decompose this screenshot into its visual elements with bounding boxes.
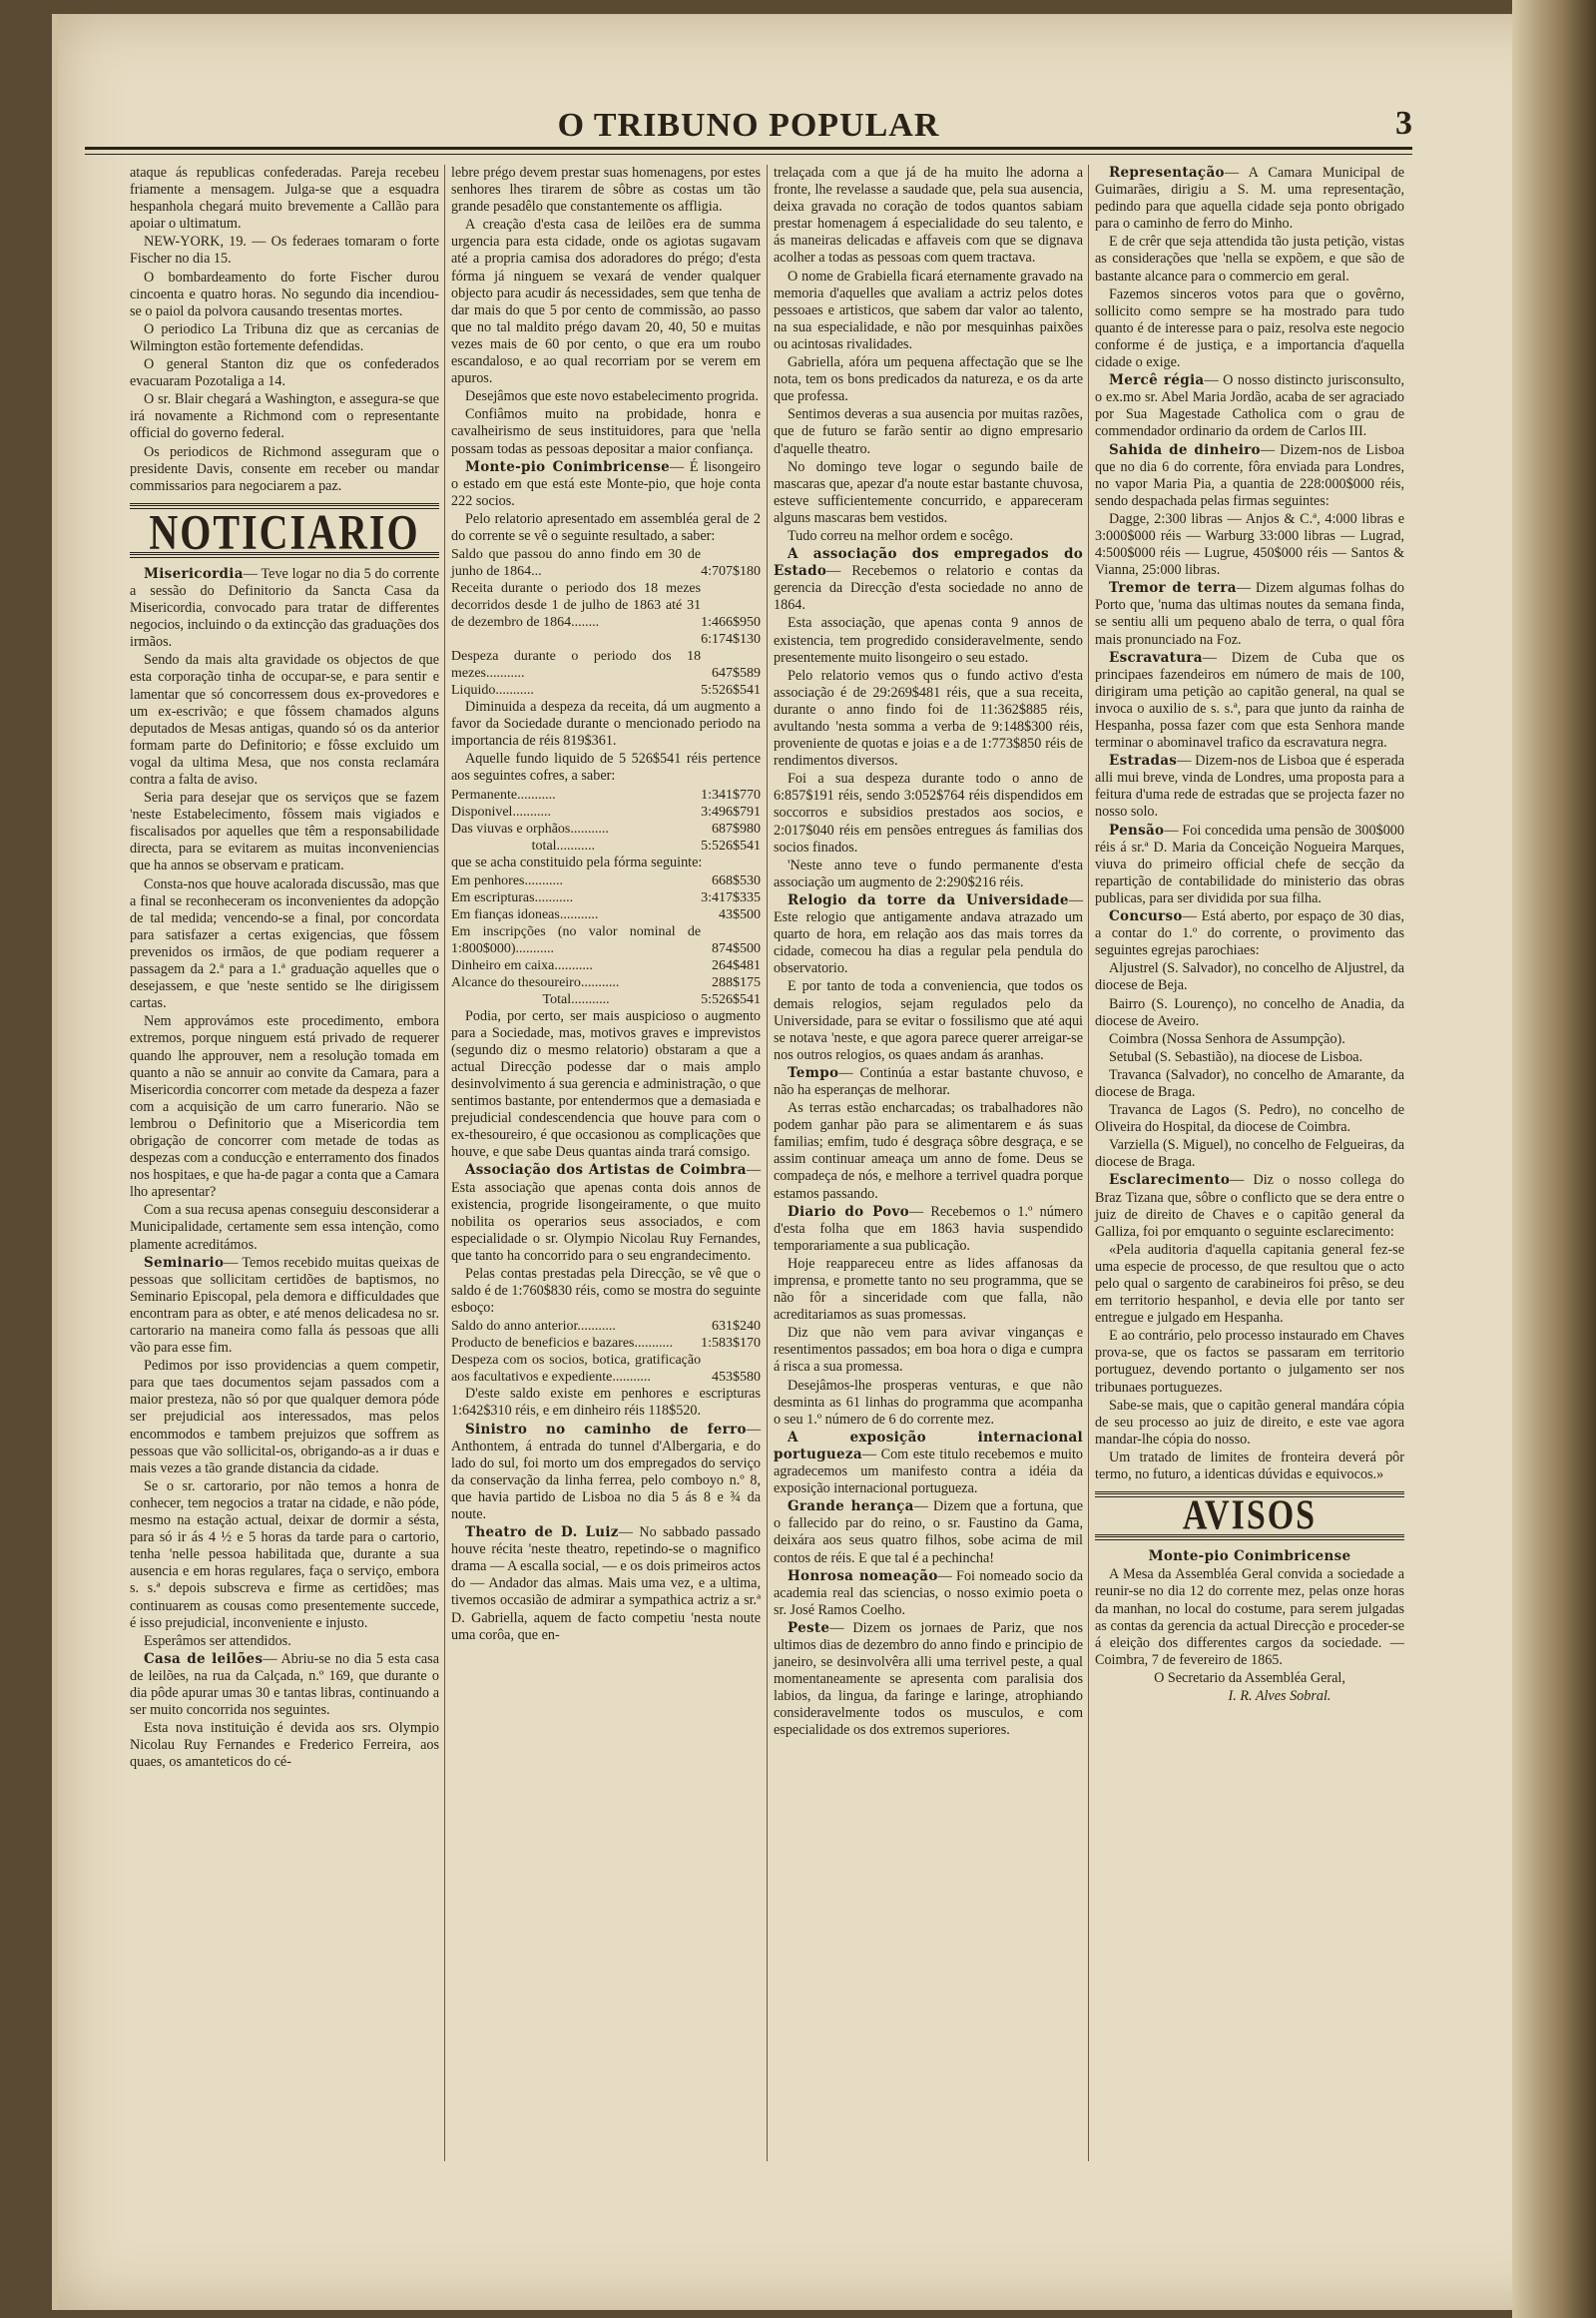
account-value: 3:496$791: [701, 804, 761, 820]
account-row: [451, 804, 761, 821]
news-item: [774, 1430, 1083, 1497]
rubric: Representação: [1109, 165, 1225, 181]
account-label: Liquido...........: [451, 683, 534, 699]
account-value: 5:526$541: [701, 991, 761, 1007]
parish-item: Bairro (S. Lourenço), no concelho de Anadia, da diocese de Aveiro.: [1095, 995, 1404, 1029]
account-label: Em fianças idoneas...........: [451, 906, 599, 922]
account-row: [451, 923, 761, 957]
paragraph: 'Neste anno teve o fundo permanente d'esta associação um augmento de 2:290$216 réis.: [774, 857, 1083, 890]
news-item: [130, 1255, 439, 1358]
account-row: [451, 631, 761, 648]
paragraph: Foi a sua despeza durante todo o anno de 6:857$191 réis, sendo 3:052$764 réis dispendidos em soccorros e subsidios prestados aos socios, e 2:017$040 réis em pensões entregues ás familias dos socios finados.: [774, 771, 1083, 856]
account-label: Despeza com os socios, botica, gratificação aos facultativos e expediente...........: [451, 1353, 702, 1386]
paragraph: trelaçada com a que já de ha muito lhe adorna a fronte, lhe revelasse a saudade que, pela sua ausencia, deixa gravada no coração de todos quantos sabiam prestar homenagem á especialidade do seu talento, e ás maneiras delicadas e affaveis com que se dignava acolher a todas as pessoas com quem tractava.: [774, 165, 1083, 267]
rubric: Grande herança: [788, 1498, 914, 1515]
account-row: [451, 648, 761, 682]
news-item: [130, 566, 439, 651]
news-text: — Esta associação que apenas conta dois annos de existencia, progride lisongeiramente, o que muito nobilita os operarios seus associados, e com especialidade o sr. Olympio Nicolau Ruy Fernandes, que tanto ha concorrido para o seu engrandecimento.: [451, 1162, 761, 1264]
account-row: [451, 889, 761, 906]
paragraph: Nem approvámos este procedimento, embora extremos, porque ninguem está privado de requerer quando lhe approuver, nem a resolução tomada em quanto a não se annuir ao convite da Camara, para a Misericordia concorrer com metade da despeza a fazer com a acquisição de um carro funerario. Não se lembrou o Definitorio que a Misericordia tem obrigação de concorrer com metade de todas as despezas com a conducção e enterramento dos finados nos hospitaes, e que ha-de pagar a conta que a Camara lho apresentar?: [130, 1013, 439, 1201]
signature-name: I. R. Alves Sobral.: [1228, 1687, 1331, 1704]
paragraph: O general Stanton diz que os confederados evacuaram Pozotaliga a 14.: [130, 356, 439, 390]
paragraph: Seria para desejar que os serviços que se fazem 'neste Estabelecimento, fôssem mais vigiados e fiscalisados por aquelles que têm a responsabilidade directa, para se evitarem as muitas inconveniencias que ha annos se observam e praticam.: [130, 790, 439, 874]
account-value: 687$980: [712, 821, 761, 837]
paragraph: Diz que não vem para avivar vinganças e resentimentos passados; em boa hora o diga e cumpra á risca a sua promessa.: [774, 1325, 1083, 1376]
paragraph: Com a sua recusa apenas conseguiu desconsiderar a Municipalidade, certamente sem essa intenção, como plamente acreditámos.: [130, 1202, 439, 1253]
rubric: Estradas: [1109, 753, 1178, 770]
book-spine: [1512, 0, 1596, 2318]
news-text: — Este relogio que antigamente andava atrazado um quarto de hora, em relação aos das mais torres da cidade, comecou ha dias a regular pela pendula do observatorio.: [774, 891, 1083, 977]
column-divider: [767, 165, 768, 2161]
account-value: 5:526$541: [701, 838, 761, 854]
parish-item: Coimbra (Nossa Senhora de Assumpção).: [1109, 1030, 1345, 1047]
account-row: [451, 957, 761, 974]
news-text: — Teve logar no dia 5 do corrente a sessão do Definitorio da Sancta Casa da Misericordia, convocado para tratar de differentes negocios, incluindo o da extincção das graduações dos irmãos.: [130, 565, 439, 651]
account-label: Em escripturas...........: [451, 889, 574, 905]
news-text: — Com este titulo recebemos e muito agradecemos um manifesto contra a idéia da exposição internacional portugueza.: [774, 1446, 1083, 1497]
rubric: Mercê régia: [1109, 372, 1205, 389]
news-text: — A Camara Municipal de Guimarães, dirigiu a S. M. uma representação, pedindo para que aquella cidade seja ponto obrigado para o caminho de ferro do Minho.: [1095, 165, 1404, 233]
news-item: [774, 1204, 1083, 1255]
section-title: AVISOS: [1182, 1492, 1318, 1539]
news-text: — Foi nomeado socio da academia real das sciencias, o nosso eximio poeta o sr. José Ramos Coelho.: [774, 1567, 1083, 1618]
rubric: Monte-pio Conimbricense: [465, 458, 670, 475]
paragraph: Diminuida a despeza da receita, dá um augmento a favor da Sociedade durante o mencionado periodo na importancia de réis 819$361.: [451, 699, 761, 750]
paragraph: Esta nova instituição é devida aos srs. Olympio Nicolau Ruy Fernandes e Frederico Ferreira, aos quaes, os amanteticos do cé-: [130, 1720, 439, 1771]
paragraph: Desejâmos-lhe prosperas venturas, e que não desminta as 61 linhas do programma que acompanha o seu 1.º número de 6 do corrente mez.: [774, 1377, 1083, 1428]
account-value: 4:707$180: [701, 564, 761, 580]
account-label: Receita durante o periodo dos 18 mezes decorridos desde 1 de julho de 1863 até 31 de dezembro de 1864........: [451, 581, 702, 631]
news-item: [1095, 580, 1404, 648]
paragraph: O periodico La Tribuna diz que as cercanias de Wilmington estão fortemente defendidas.: [130, 320, 439, 354]
paragraph: NEW-YORK, 19. — Os federaes tomaram o forte Fischer no dia 15.: [130, 234, 439, 268]
account-value: 3:417$335: [701, 889, 761, 905]
news-text: — É lisongeiro o estado em que está este Monte-pio, que hoje conta 222 socios.: [451, 458, 761, 509]
account-table-3: [451, 872, 761, 1008]
paragraph: Os periodicos de Richmond asseguram que o presidente Davis, consente em receber ou mandar commissarios para negociarem a paz.: [130, 443, 439, 494]
news-text: — No sabbado passado houve récita 'neste theatro, repetindo-se o magnifico drama — A escalla social, — e os dois primeiros actos do — Andador das almas. Mais uma vez, e a ultima, tivemos occasião de admirar a sympathica actriz a sr.ª D. Gabriella, aquem de facto competiu 'nesta noute uma corôa, que en-: [451, 1524, 761, 1643]
column-divider: [1088, 165, 1089, 2161]
paragraph: As terras estão encharcadas; os trabalhadores não podem ganhar pão para se alimentarem e ás suas familias; emfim, tudo é desgraça sôbre desgraça, e se assim continuar ameaça um anno de fome. Deus se compadeça de nós, e melhore a terrivel quadra porque estamos passando.: [774, 1100, 1083, 1202]
rubric: Theatro de D. Luiz: [465, 1524, 619, 1541]
news-item: [1095, 650, 1404, 753]
account-label: total...........: [531, 838, 596, 854]
paragraph: Desejâmos que este novo estabelecimento progrida.: [465, 388, 759, 405]
account-value: 874$500: [712, 940, 761, 956]
rubric: A exposição internacional portugueza: [774, 1429, 1083, 1462]
news-text: — Dizem-nos de Lisboa que é esperada alli mui breve, vinda de Londres, uma proposta para a feitura d'uma rede de estradas que se projecta fazer no nosso solo.: [1095, 753, 1404, 821]
paragraph: Se o sr. cartorario, por não temos a honra de conhecer, tem negocios a tratar na cidade, e não póde, mesmo na estação actual, deixar de dormir a sésta, para só ir ás 4 ½ e 5 horas da tarde para o cartorio, tenha 'nelle pessoa habilitada que, durante a sua ausencia e em horas regulares, faça o serviço, embora s. s.ª depois subscreva e firme as certidões; mas continuarem as cousas como presentemente succede, é isso prejudicial, inconveniente e injusto.: [130, 1477, 439, 1631]
paragraph: E ao contrário, pelo processo instaurado em Chaves prova-se, que os factos se passaram em territorio portuguez, devendo portanto o julgamento ser nos tribunaes portuguezes.: [1095, 1328, 1404, 1396]
news-text: — Dizem os jornaes de Pariz, que nos ultimos dias de dezembro do anno findo e principio de janeiro, se desinvolvêra alli uma terrivel peste, a qual momentaneamente se apresenta com paralisia dos labios, da lingua, da faringe e laringe, atrophiando consideravelmente todos os musculos, e com especialidade os dos extremos superiores.: [774, 1619, 1083, 1739]
parish-item: Travanca de Lagos (S. Pedro), no concelho de Oliveira do Hospital, da diocese de Coimbra.: [1095, 1102, 1404, 1136]
column-3: [774, 165, 1083, 1741]
rubric: Monte-pio Conimbricense: [1148, 1548, 1351, 1565]
rubric: Seminario: [144, 1254, 225, 1271]
rubric: Tremor de terra: [1109, 580, 1237, 597]
page-number: 3: [1395, 105, 1412, 142]
paragraph: Hoje reappareceu entre as lides affanosas da imprensa, e promette tanto no seu programma, que se não fôr a sinceridade com que falla, não acreditariamos as suas promessas.: [774, 1255, 1083, 1324]
account-label: Em penhores...........: [451, 872, 563, 888]
account-value: 668$530: [712, 872, 761, 888]
rubric: Tempo: [788, 1064, 839, 1081]
account-row: [451, 906, 761, 923]
parish-item: Aljustrel (S. Salvador), no concelho de Aljustrel, da diocese de Beja.: [1095, 960, 1404, 994]
news-item: [1095, 823, 1404, 907]
paragraph: D'este saldo existe em penhores e escripturas 1:642$310 réis, e em dinheiro réis 118$520.: [451, 1386, 761, 1420]
paragraph: Fazemos sinceros votos para que o govêrno, sollicito como sempre se ha mostrado para tudo quanto é de interesse para o paiz, resolva este negocio conforme é de justiça, e a importancia d'aquella cidade o exige.: [1095, 286, 1404, 371]
news-item: [1095, 1172, 1404, 1240]
news-item: [1095, 165, 1404, 233]
account-row: [451, 974, 761, 991]
news-text: — Anthontem, á entrada do tunnel d'Albergaria, e do lado do sul, foi morto um dos empregados do serviço da conservação da linha ferrea, pelo comboyo n.º 8, que havia partido de Lisboa no dia 5 ás 8 e ¾ da noute.: [451, 1421, 761, 1522]
rubric: Associação dos Artistas de Coimbra: [465, 1162, 747, 1179]
rubric: Sinistro no caminho de ferro: [465, 1421, 747, 1438]
account-row: [451, 838, 761, 855]
account-row: [451, 991, 761, 1008]
account-label: [451, 631, 701, 648]
paragraph: Pedimos por isso providencias a quem competir, para que taes documentos sejam passados com a maior presteza, não só por que qualquer demora póde ser prejudicial aos interessados, mas pelos encommodos e tambem prejuizos que soffrem as pessoas que vão sollicital-os, obrigando-as a ir duas e mais vezes a tão grande distancia da cidade.: [130, 1358, 439, 1476]
news-item: [774, 1498, 1083, 1566]
account-label: Alcance do thesoureiro...........: [451, 974, 620, 990]
column-4: [1095, 165, 1404, 1706]
paragraph: Confiâmos muito na probidade, honra e cavalheirismo de seus instituidores, para que 'nella possam todas as pessoas depositar a maior confiança.: [451, 406, 761, 457]
paragraph: Pelo relatorio apresentado em assembléa geral de 2 do corrente se vê o seguinte resultado, a saber:: [451, 510, 761, 544]
account-value: 647$589: [712, 666, 761, 682]
news-text: — Foi concedida uma pensão de 300$000 réis á sr.ª D. Maria da Conceição Nogueira Marques, viuva do primeiro official chefe de secção da repartição de contabilidade do ministerio das obras publicas, para ser dividida por sua filha.: [1095, 822, 1404, 906]
paragraph: que se acha constituido pela fórma seguinte:: [451, 854, 703, 870]
account-row: [451, 1352, 761, 1386]
paragraph: A creação d'esta casa de leilões era de summa urgencia para esta cidade, onde os agiotas sugavam até a propria camisa dos adoradores do prégo; d'esta fórma já ninguem se vexará de vender qualquer objecto para acudir ás necessidades, sem que tenha de dar mais do que 5 por cento de commissão, ao passo que no tal maldito prégo davam 20, 40, 50 e muitas vezes mais de 60 por cento, o que era um roubo escandaloso, e ao qual recorriam por se verem em apuros.: [451, 217, 761, 387]
account-value: 288$175: [712, 974, 761, 990]
column-2: [451, 165, 761, 1645]
account-row: [451, 546, 761, 580]
account-table-4: [451, 1318, 761, 1386]
news-item: [451, 459, 761, 510]
account-label: Saldo que passou do anno findo em 30 de junho de 1864...: [451, 547, 702, 580]
news-item: [1095, 442, 1404, 510]
paragraph: ataque ás republicas confederadas. Pareja recebeu friamente a mensagem. Julga-se que a esquadra hespanhola chegará muito brevemente a Callão para apoiar o ultimatum.: [130, 165, 439, 233]
paragraph: Sabe-se mais, que o capitão general mandára cópia de seu processo ao juiz de direito, e este vae agora mandar-lhe cópia do nosso.: [1095, 1397, 1404, 1448]
news-text: — Continúa a estar bastante chuvoso, e não ha esperanças de melhorar.: [774, 1064, 1083, 1098]
rubric: Relogio da torre da Universidade: [788, 891, 1069, 908]
paragraph: Aquelle fundo liquido de 5 526$541 réis pertence aos seguintes cofres, a saber:: [451, 751, 761, 785]
parish-item: Setubal (S. Sebastião), na diocese de Lisboa.: [1109, 1048, 1363, 1065]
paragraph: Esperâmos ser attendidos.: [144, 1632, 291, 1649]
account-value: 631$240: [712, 1319, 761, 1335]
paragraph: E de crêr que seja attendida tão justa petição, vistas as considerações que 'nella se expõem, e que são de bastante alcance para o commercio em geral.: [1095, 234, 1404, 285]
news-item: [774, 1065, 1083, 1099]
account-row: [451, 682, 761, 699]
news-item: [774, 546, 1083, 614]
paragraph: Um tratado de limites de fronteira deverá pôr termo, no futuro, a identicas dúvidas e equivocos.»: [1095, 1449, 1404, 1483]
news-text: — Dizem algumas folhas do Porto que, 'numa das ultimas noutes da semana finda, se sentiu alli um pequeno abalo de terra, o qual fôra mais pronunciado na Foz.: [1095, 580, 1404, 648]
parish-item: Travanca (Salvador), no concelho de Amarante, da diocese de Braga.: [1095, 1066, 1404, 1100]
paragraph: Consta-nos que houve acalorada discussão, mas que a final se reconheceram os inconvenientes da adopção de tal medida; vencendo-se a final, por concordata para satisfazer a certas exigencias, que fôssem prevenidos os irmãos, de que podiam requerer a passagem da 2.ª para a 1.ª graduação aquelles que o desejassem, e que 'neste sentido se lhe dirigissem cartas.: [130, 875, 439, 1012]
masthead-rule: [85, 147, 1412, 155]
news-item: [774, 1568, 1083, 1619]
news-item: [451, 1524, 761, 1644]
rubric: A associação dos empregados do Estado: [774, 546, 1083, 580]
account-value: 1:583$170: [701, 1336, 761, 1352]
paragraph: Podia, por certo, ser mais auspicioso o augmento para a Sociedade, mas, motivos graves e imprevistos (segundo diz o mesmo relatorio) obstaram a que a actual Direcção podesse dar o mais amplo desinvolvimento á sua gerencia e administração, o que sentimos bastante, por entendermos que a demasiada e prejudicial condescendencia que houve para com o ex-thesoureiro, é que occasionou as complicações que houve, e que sabe Deus quantas ainda trará comsigo.: [451, 1007, 761, 1161]
news-text: — Abriu-se no dia 5 esta casa de leilões, na rua da Calçada, n.º 169, que durante o dia pôde apurar umas 30 e tantas libras, continuando a ser muito concorrida nos seguintes.: [130, 1650, 440, 1719]
rubric: Esclarecimento: [1109, 1172, 1231, 1189]
rubric: Honrosa nomeação: [788, 1567, 938, 1584]
rubric: Concurso: [1109, 908, 1183, 925]
parish-item: Varziella (S. Miguel), no concelho de Felgueiras, da diocese de Braga.: [1095, 1137, 1404, 1171]
rubric: Pensão: [1109, 822, 1165, 839]
account-label: Disponivel...........: [451, 804, 551, 820]
account-label: Saldo do anno anterior...........: [451, 1319, 616, 1335]
account-value: 5:526$541: [701, 683, 761, 699]
news-item: [774, 892, 1083, 977]
notice-heading: [1095, 1548, 1404, 1565]
account-row: [451, 1335, 761, 1352]
account-value: 453$580: [712, 1370, 761, 1386]
column-divider: [444, 165, 445, 2161]
account-value: 1:341$770: [701, 787, 761, 803]
news-text: — Dizem de Cuba que os principaes fazendeiros em número de mais de 100, dirigiram uma petição ao capitão general, na qual se invoca o auxilio de s. s.ª, para que junto da rainha de Hespanha, possa fazer com que esta Senhora mande terminar o abominavel trafico da escravatura negra.: [1095, 649, 1404, 752]
signature-line: O Secretario da Assembléa Geral,: [1154, 1669, 1345, 1686]
column-1: [130, 165, 439, 1772]
account-label: Em inscripções (no valor nominal de 1:800$000)...........: [451, 923, 702, 956]
account-label: Producto de beneficios e bazares...........: [451, 1336, 673, 1352]
rubric: Casa de leilões: [144, 1650, 264, 1667]
news-text: — Está aberto, por espaço de 30 dias, a contar do 1.º do corrente, o provimento das seguintes egrejas parochiaes:: [1095, 908, 1404, 959]
news-text: — Temos recebido muitas queixas de pessoas que sollicitam certidões de baptismos, no Seminario Episcopal, pela demora e difficuldades que encontram para as obter, e até menos delicadesa no sr. cartorario na maneira como falla ás pessoas que alli vão para esse fim.: [130, 1254, 439, 1357]
paragraph: E por tanto de toda a conveniencia, que todos os demais relogios, sejam regulados pelo da Universidade, para se evitar o fossilismo que até aqui se notava 'neste, e que agora parece querer arreigar-se nos outros relogios, os quaes andam ás aranhas.: [774, 978, 1083, 1063]
account-value: 1:466$950: [701, 615, 761, 631]
account-value: 264$481: [712, 957, 761, 973]
section-title: NOTICIARIO: [149, 503, 420, 560]
account-label: Total...........: [542, 991, 610, 1007]
account-table-1: [451, 546, 761, 699]
paragraph: O nome de Grabiella ficará eternamente gravado na memoria d'aquelles que avaliam a actriz pelos dotes pessoaes e artisticos, que sabem dar valor ao talento, na sua especialidade, e não por mesquinhas paixões ou acintosas rivalidades.: [774, 268, 1083, 352]
news-item: [1095, 908, 1404, 959]
paragraph: Pelas contas prestadas pela Direcção, se vê que o saldo é de 1:760$830 réis, como se mostra do seguinte esboço:: [451, 1266, 761, 1317]
paragraph: Esta associação, que apenas conta 9 annos de existencia, tem progredido consideravelmente, sendo presentemente muito lisongeiro o seu estado.: [774, 615, 1083, 666]
news-text: — Dizem-nos de Lisboa que no dia 6 do corrente, fôra enviada para Londres, no vapor Maria Pia, a quantia de 228:000$000 réis, sendo despachada pelas firmas seguintes:: [1095, 441, 1404, 509]
account-label: Despeza durante o periodo dos 18 mezes...........: [451, 649, 702, 682]
news-text: — Diz o nosso collega do Braz Tizana que, sôbre o conflicto que se dera entre o juiz de direito de Chaves e o capitão general da Galliza, foi por emquanto o seguinte esclarecimento:: [1095, 1172, 1404, 1240]
paragraph: Dagge, 2:300 libras — Anjos & C.ª, 4:000 libras e 3:000$000 réis — Warburg 33:000 libras — Lugrad, 4:500$000 réis — Lugrue, 450$000 réis — Santos & Vianna, 25:000 libras.: [1095, 510, 1404, 579]
account-label: Das viuvas e orphãos...........: [451, 821, 609, 837]
news-item: [451, 1422, 761, 1524]
paragraph: Gabriella, afóra um pequena affectação que se lhe nota, tem os bons predicados da natureza, e os da arte que professa.: [774, 354, 1083, 405]
rubric: Peste: [788, 1619, 830, 1636]
account-row: [451, 580, 761, 631]
paragraph: Sendo da mais alta gravidade os objectos de que esta corporação tinha de occupar-se, e para sentir e lamentar que só concorressem dous ex-provedores e um ex-escrivão; e que fôssem chamados alguns deputados de Mesas antigas, quando só os da anterior formam parte do Definitorio; e fôsse excluido um vogal da ultima Mesa, que nos consta reclamára contra a falta de aviso.: [130, 652, 439, 788]
news-text: — Dizem que a fortuna, que o fallecido par do reino, o sr. Faustino da Gama, deixára aos seus quatro filhos, sobe acima de mil contos de réis. E que tal é a pechincha!: [774, 1498, 1083, 1566]
rubric: Escravatura: [1109, 649, 1203, 666]
paragraph: A Mesa da Assembléa Geral convida a sociedade a reunir-se no dia 12 do corrente mez, pelas onze horas da manhan, no local do costume, para serem julgadas as contas da gerencia da actual Direcção e proceder-se á eleição dos differentes cargos da sociedade. — Coimbra, 7 de fevereiro de 1865.: [1095, 1566, 1404, 1668]
news-item: [130, 1651, 439, 1719]
news-item: [451, 1162, 761, 1265]
rubric: Sahida de dinheiro: [1109, 441, 1261, 458]
news-text: — Recebemos o relatorio e contas da gerencia da Direcção d'esta sociedade no anno de 1864.: [774, 563, 1083, 614]
account-row: [451, 821, 761, 838]
paragraph: No domingo teve logar o segundo baile de mascaras que, apezar d'a noute estar bastante chuvosa, esteve sufficientemente concurrido, e appareceram alguns mascaras bem vestidos.: [774, 458, 1083, 526]
account-label: Permanente...........: [451, 787, 556, 803]
rubric: Misericordia: [144, 565, 244, 582]
account-value: 43$500: [719, 906, 761, 922]
account-value: 6:174$130: [701, 632, 761, 648]
account-row: [451, 872, 761, 889]
paragraph: «Pela auditoria d'aquella capitania general fez-se uma especie de processo, de que resultou que o acto pelo qual o sargento de carabineiros foi prêso, se deu em territorio hespanhol, e devia elle por tanto ser entregue e julgado em Hespanha.: [1095, 1241, 1404, 1327]
paragraph: Sentimos deveras a sua ausencia por muitas razões, que de futuro se farão sentir ao digno empresario d'aquelle theatro.: [774, 406, 1083, 457]
newspaper-title: O TRIBUNO POPULAR: [557, 107, 940, 144]
news-text: — O nosso distincto jurisconsulto, o ex.mo sr. Abel Maria Jordão, acaba de ser agraciado por Sua Magestade Catholica com o grau de commendador ordinario da ordem de Carlos III.: [1095, 372, 1404, 440]
masthead: [85, 95, 1412, 153]
news-item: [774, 1620, 1083, 1740]
paragraph: Pelo relatorio vemos qus o fundo activo d'esta associação é de 29:269$481 réis, que a sua receita, durante o anno findo foi de 11:362$885 réis, avultando 'nesta somma a verba de 9:148$300 réis, proveniente de quotas e joias e a de 1:773$850 réis de rendimentos diversos.: [774, 667, 1083, 770]
account-row: [451, 787, 761, 804]
paragraph: O sr. Blair chegará a Washington, e assegura-se que irá novamente a Richmond com o representante official do governo federal.: [130, 391, 439, 442]
paragraph: O bombardeamento do forte Fischer durou cincoenta e quatro horas. No segundo dia incendiou-se o paiol da polvora causando tresentas mortes.: [130, 269, 439, 319]
news-item: [1095, 372, 1404, 440]
account-table-2: [451, 787, 761, 855]
account-row: [451, 1318, 761, 1335]
account-label: Dinheiro em caixa...........: [451, 957, 593, 973]
news-text: — Recebemos o 1.º número d'esta folha que em 1863 havia suspendido temporariamente a sua publicação.: [774, 1203, 1084, 1254]
paragraph: lebre prégo devem prestar suas homenagens, por estes senhores lhes tirarem de sôbre as costas um tão grande pesadêlo que constantemente os affligia.: [451, 165, 761, 216]
rubric: Diario do Povo: [788, 1203, 909, 1220]
paragraph: Tudo correu na melhor ordem e socêgo.: [788, 527, 1014, 544]
news-item: [1095, 753, 1404, 821]
